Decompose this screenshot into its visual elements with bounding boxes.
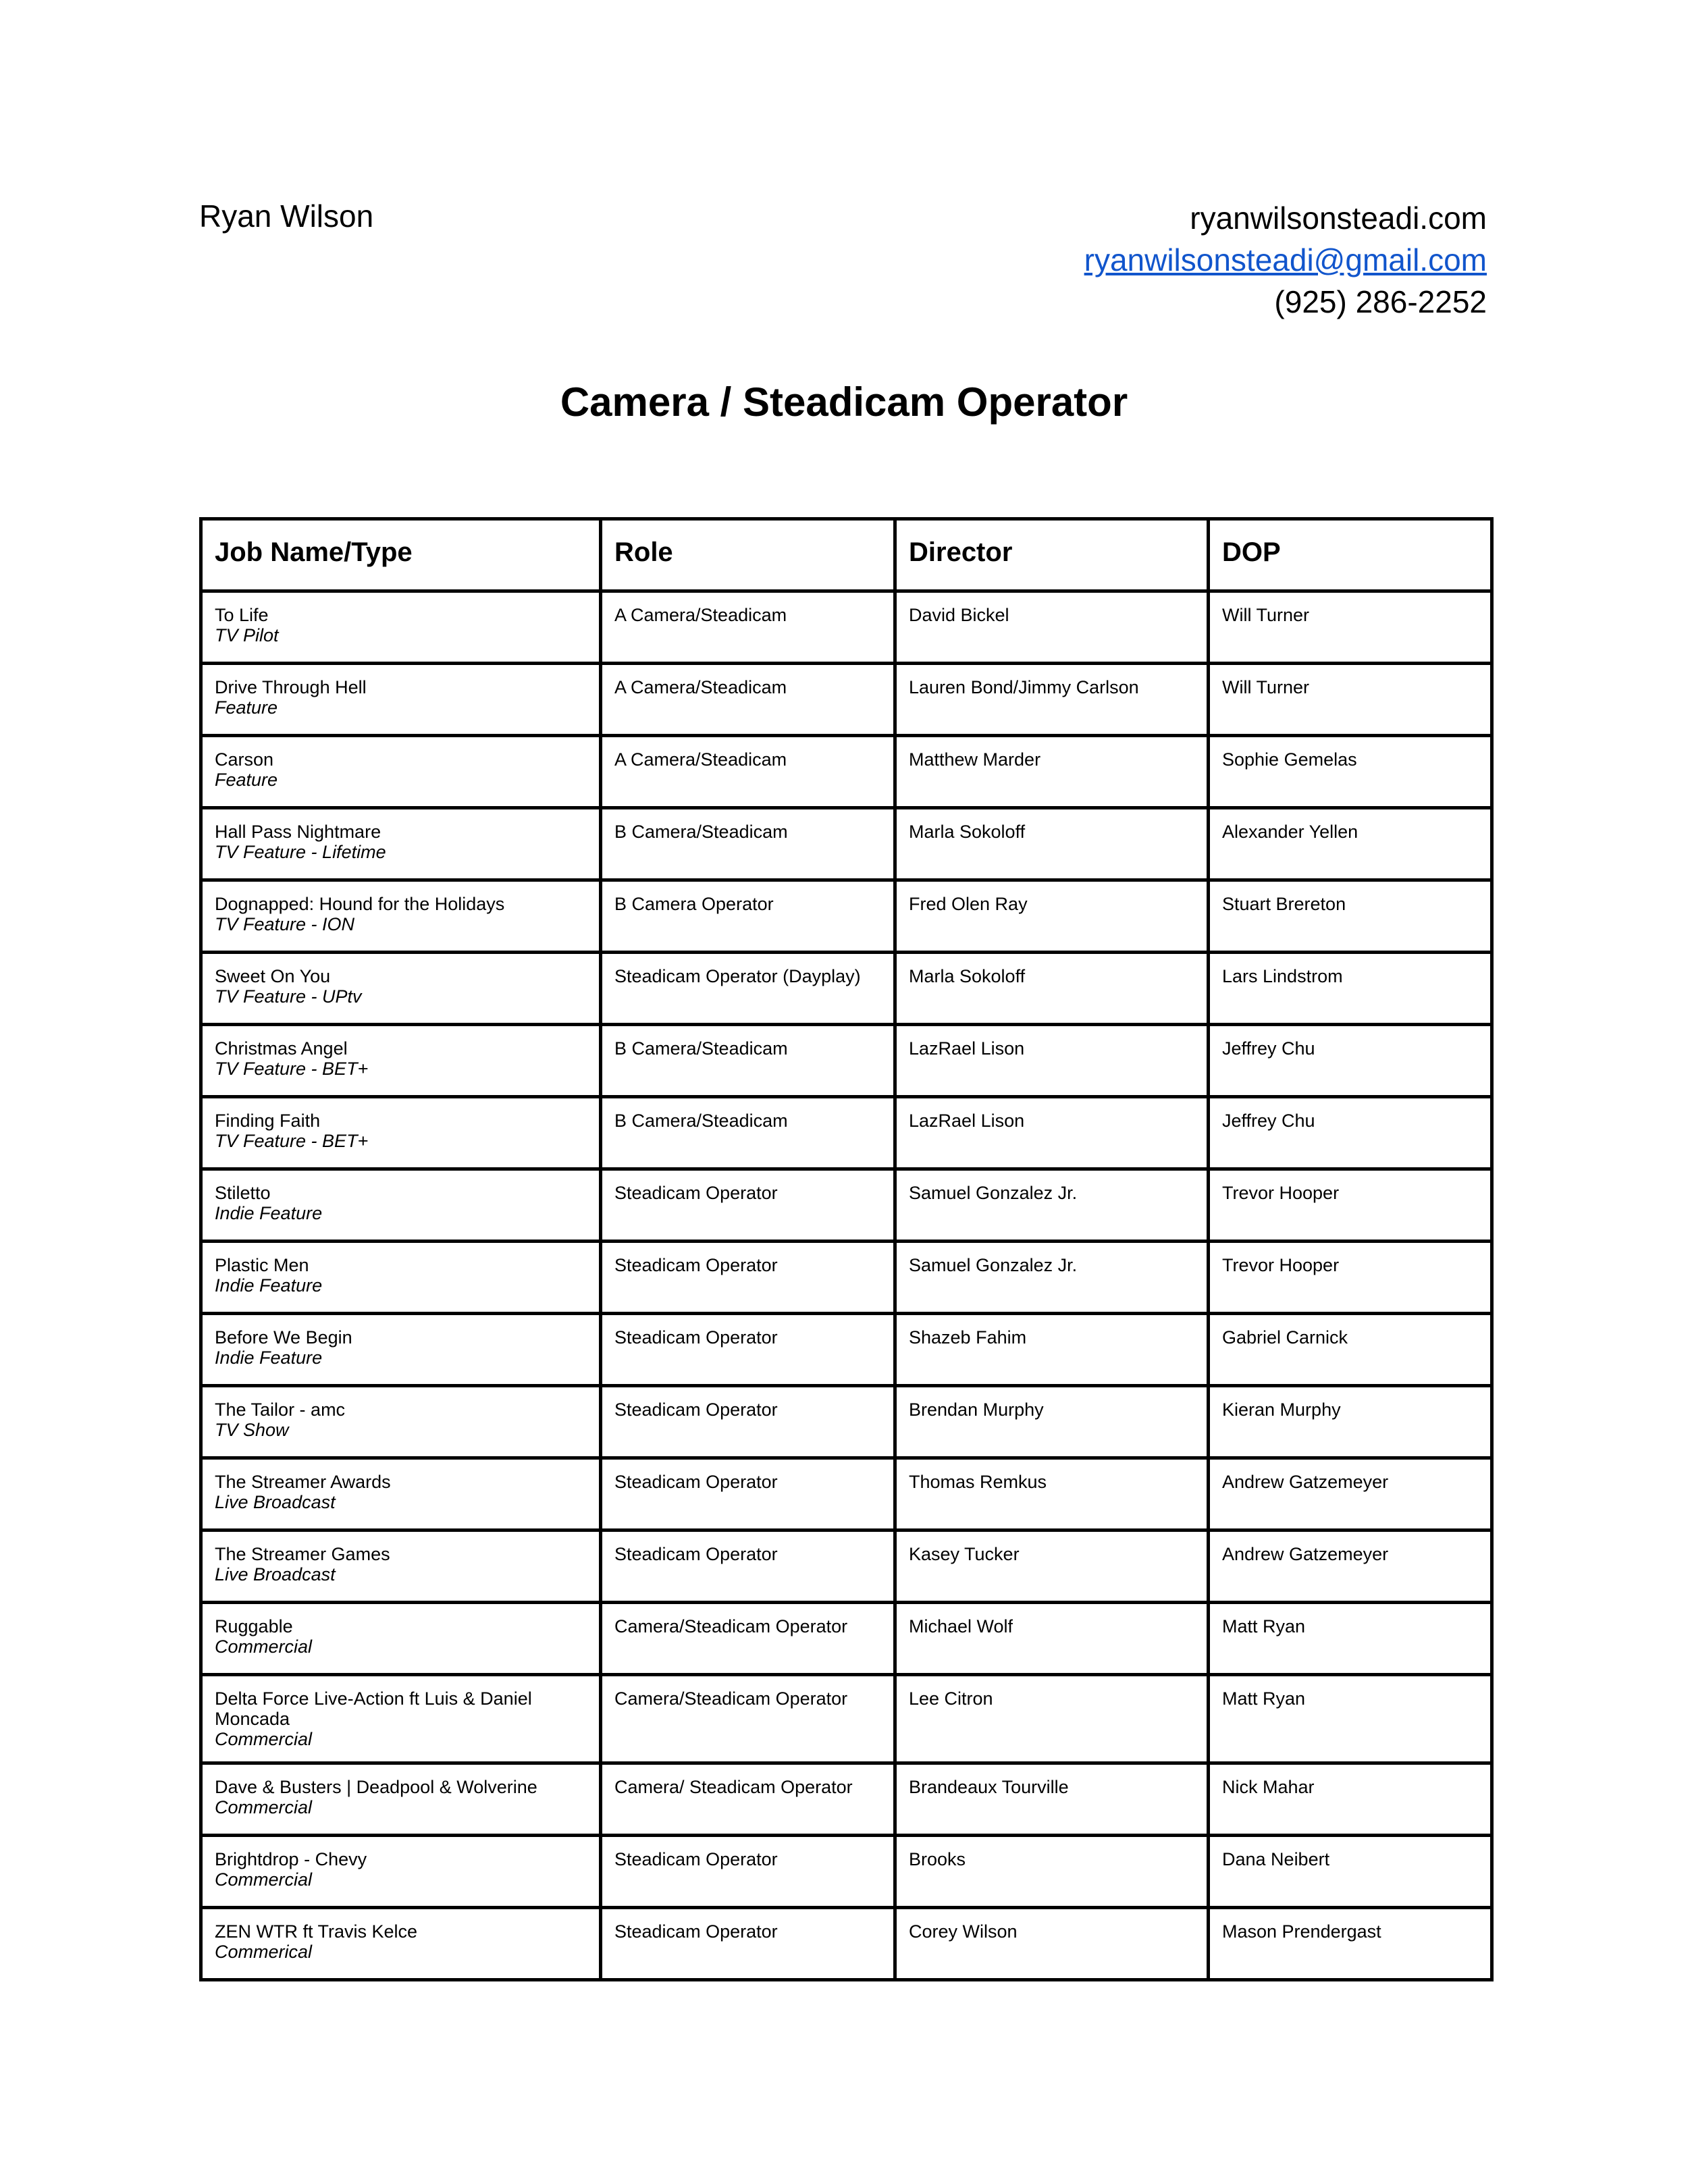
table-row xyxy=(201,1603,1492,1675)
header-name: Ryan Wilson xyxy=(199,198,374,234)
cell-dop: Matt Ryan xyxy=(1209,1603,1492,1675)
cell-director: Samuel Gonzalez Jr. xyxy=(895,1169,1209,1242)
job-type: Feature xyxy=(215,697,278,718)
cell-director: David Bickel xyxy=(895,591,1209,664)
job-name: The Streamer Games xyxy=(215,1544,390,1564)
cell-job xyxy=(201,664,601,736)
cell-role: B Camera/Steadicam xyxy=(601,1097,895,1169)
job-type: Indie Feature xyxy=(215,1275,323,1296)
job-name: ZEN WTR ft Travis Kelce xyxy=(215,1921,418,1942)
cell-dop: Trevor Hooper xyxy=(1209,1242,1492,1314)
header-email-link[interactable]: ryanwilsonsteadi@gmail.com xyxy=(1084,242,1487,277)
cell-role: A Camera/Steadicam xyxy=(601,591,895,664)
column-header-role: Role xyxy=(601,519,895,591)
cell-job xyxy=(201,1097,601,1169)
cell-job xyxy=(201,1908,601,1980)
cell-dop: Sophie Gemelas xyxy=(1209,736,1492,808)
cell-job xyxy=(201,1836,601,1908)
job-type: TV Feature - UPtv xyxy=(215,986,362,1007)
cell-director: LazRael Lison xyxy=(895,1097,1209,1169)
cell-role: Steadicam Operator xyxy=(601,1908,895,1980)
cell-job xyxy=(201,591,601,664)
table-row xyxy=(201,664,1492,736)
table-row xyxy=(201,1314,1492,1386)
cell-director: Brandeaux Tourville xyxy=(895,1763,1209,1836)
cell-role: Steadicam Operator xyxy=(601,1169,895,1242)
table-row xyxy=(201,1530,1492,1603)
cell-director: Marla Sokoloff xyxy=(895,953,1209,1025)
page-title: Camera / Steadicam Operator xyxy=(560,379,1128,425)
job-name: Before We Begin xyxy=(215,1327,352,1348)
header-phone: (925) 286-2252 xyxy=(1274,284,1487,319)
cell-dop: Andrew Gatzemeyer xyxy=(1209,1530,1492,1603)
cell-job xyxy=(201,1314,601,1386)
job-type: Commercial xyxy=(215,1797,313,1817)
cell-director: Corey Wilson xyxy=(895,1908,1209,1980)
job-name: Hall Pass Nightmare xyxy=(215,822,381,842)
cell-job xyxy=(201,1530,601,1603)
table-row xyxy=(201,1242,1492,1314)
cell-role: B Camera/Steadicam xyxy=(601,808,895,880)
job-name: The Tailor - amc xyxy=(215,1400,346,1420)
job-name: Carson xyxy=(215,749,274,770)
cell-dop: Jeffrey Chu xyxy=(1209,1097,1492,1169)
table-row xyxy=(201,1025,1492,1097)
job-name: To Life xyxy=(215,605,269,625)
cell-job xyxy=(201,1603,601,1675)
cell-job xyxy=(201,1169,601,1242)
job-type: TV Pilot xyxy=(215,625,279,645)
table-row xyxy=(201,1675,1492,1763)
job-type: TV Show xyxy=(215,1420,289,1440)
cell-dop: Nick Mahar xyxy=(1209,1763,1492,1836)
cell-role: Steadicam Operator xyxy=(601,1458,895,1530)
header-website: ryanwilsonsteadi.com xyxy=(1190,201,1487,236)
table-row xyxy=(201,1908,1492,1980)
job-type: Indie Feature xyxy=(215,1348,323,1368)
job-name: Dave & Busters | Deadpool & Wolverine xyxy=(215,1777,537,1797)
cell-dop: Stuart Brereton xyxy=(1209,880,1492,953)
cell-director: Lee Citron xyxy=(895,1675,1209,1763)
cell-dop: Dana Neibert xyxy=(1209,1836,1492,1908)
job-name: Christmas Angel xyxy=(215,1038,348,1059)
credits-table-body xyxy=(201,591,1492,1980)
job-name: Drive Through Hell xyxy=(215,677,367,697)
job-type: Commercial xyxy=(215,1869,313,1890)
credits-table xyxy=(199,517,1494,1981)
cell-role: A Camera/Steadicam xyxy=(601,736,895,808)
cell-dop: Kieran Murphy xyxy=(1209,1386,1492,1458)
column-header-job: Job Name/Type xyxy=(201,519,601,591)
cell-dop: Trevor Hooper xyxy=(1209,1169,1492,1242)
cell-role: Steadicam Operator xyxy=(601,1836,895,1908)
cell-director: Shazeb Fahim xyxy=(895,1314,1209,1386)
cell-role: Steadicam Operator (Dayplay) xyxy=(601,953,895,1025)
cell-job xyxy=(201,953,601,1025)
job-name: Dognapped: Hound for the Holidays xyxy=(215,894,505,914)
table-row xyxy=(201,1763,1492,1836)
cell-dop: Lars Lindstrom xyxy=(1209,953,1492,1025)
job-name: Ruggable xyxy=(215,1616,293,1636)
cell-job xyxy=(201,1458,601,1530)
cell-director: Brooks xyxy=(895,1836,1209,1908)
cell-dop: Alexander Yellen xyxy=(1209,808,1492,880)
cell-role: Camera/Steadicam Operator xyxy=(601,1603,895,1675)
column-header-dop: DOP xyxy=(1209,519,1492,591)
cell-job xyxy=(201,736,601,808)
cell-job xyxy=(201,1386,601,1458)
job-type: TV Feature - Lifetime xyxy=(215,842,386,862)
cell-role: Camera/Steadicam Operator xyxy=(601,1675,895,1763)
table-row xyxy=(201,953,1492,1025)
cell-dop: Gabriel Carnick xyxy=(1209,1314,1492,1386)
cell-director: Brendan Murphy xyxy=(895,1386,1209,1458)
cell-director: LazRael Lison xyxy=(895,1025,1209,1097)
column-header-director: Director xyxy=(895,519,1209,591)
job-type: Live Broadcast xyxy=(215,1492,336,1512)
job-name: Delta Force Live-Action ft Luis & Daniel Moncada xyxy=(215,1688,532,1729)
job-type: Live Broadcast xyxy=(215,1564,336,1584)
cell-director: Lauren Bond/Jimmy Carlson xyxy=(895,664,1209,736)
cell-job xyxy=(201,1242,601,1314)
cell-role: B Camera/Steadicam xyxy=(601,1025,895,1097)
table-row xyxy=(201,808,1492,880)
cell-director: Michael Wolf xyxy=(895,1603,1209,1675)
cell-dop: Matt Ryan xyxy=(1209,1675,1492,1763)
table-row xyxy=(201,880,1492,953)
cell-role: Steadicam Operator xyxy=(601,1242,895,1314)
cell-role: A Camera/Steadicam xyxy=(601,664,895,736)
cell-director: Fred Olen Ray xyxy=(895,880,1209,953)
cell-role: Camera/ Steadicam Operator xyxy=(601,1763,895,1836)
job-name: Sweet On You xyxy=(215,966,331,986)
cell-role: Steadicam Operator xyxy=(601,1314,895,1386)
job-type: Commercial xyxy=(215,1729,313,1749)
cell-job xyxy=(201,1675,601,1763)
cell-director: Kasey Tucker xyxy=(895,1530,1209,1603)
table-row xyxy=(201,1836,1492,1908)
job-type: TV Feature - BET+ xyxy=(215,1059,369,1079)
cell-job xyxy=(201,1025,601,1097)
table-row xyxy=(201,1458,1492,1530)
table-row xyxy=(201,591,1492,664)
cell-dop: Jeffrey Chu xyxy=(1209,1025,1492,1097)
cell-dop: Will Turner xyxy=(1209,664,1492,736)
table-row xyxy=(201,736,1492,808)
table-row xyxy=(201,1169,1492,1242)
job-type: TV Feature - BET+ xyxy=(215,1131,369,1151)
cell-director: Thomas Remkus xyxy=(895,1458,1209,1530)
cell-director: Samuel Gonzalez Jr. xyxy=(895,1242,1209,1314)
table-header-row xyxy=(201,519,1492,591)
job-name: Finding Faith xyxy=(215,1111,321,1131)
job-type: Commercial xyxy=(215,1636,313,1657)
cell-director: Matthew Marder xyxy=(895,736,1209,808)
cell-director: Marla Sokoloff xyxy=(895,808,1209,880)
job-type: Indie Feature xyxy=(215,1203,323,1223)
job-name: Stiletto xyxy=(215,1183,271,1203)
cell-role: B Camera Operator xyxy=(601,880,895,953)
cell-dop: Will Turner xyxy=(1209,591,1492,664)
cell-job xyxy=(201,1763,601,1836)
cell-job xyxy=(201,808,601,880)
contact-block xyxy=(1084,197,1487,323)
cell-role: Steadicam Operator xyxy=(601,1530,895,1603)
job-name: Plastic Men xyxy=(215,1255,309,1275)
table-row xyxy=(201,1386,1492,1458)
job-type: TV Feature - ION xyxy=(215,914,355,934)
table-row xyxy=(201,1097,1492,1169)
cell-dop: Andrew Gatzemeyer xyxy=(1209,1458,1492,1530)
job-type: Feature xyxy=(215,770,278,790)
job-type: Commerical xyxy=(215,1942,313,1962)
job-name: The Streamer Awards xyxy=(215,1472,391,1492)
cell-job xyxy=(201,880,601,953)
job-name: Brightdrop - Chevy xyxy=(215,1849,367,1869)
cell-dop: Mason Prendergast xyxy=(1209,1908,1492,1980)
cell-role: Steadicam Operator xyxy=(601,1386,895,1458)
